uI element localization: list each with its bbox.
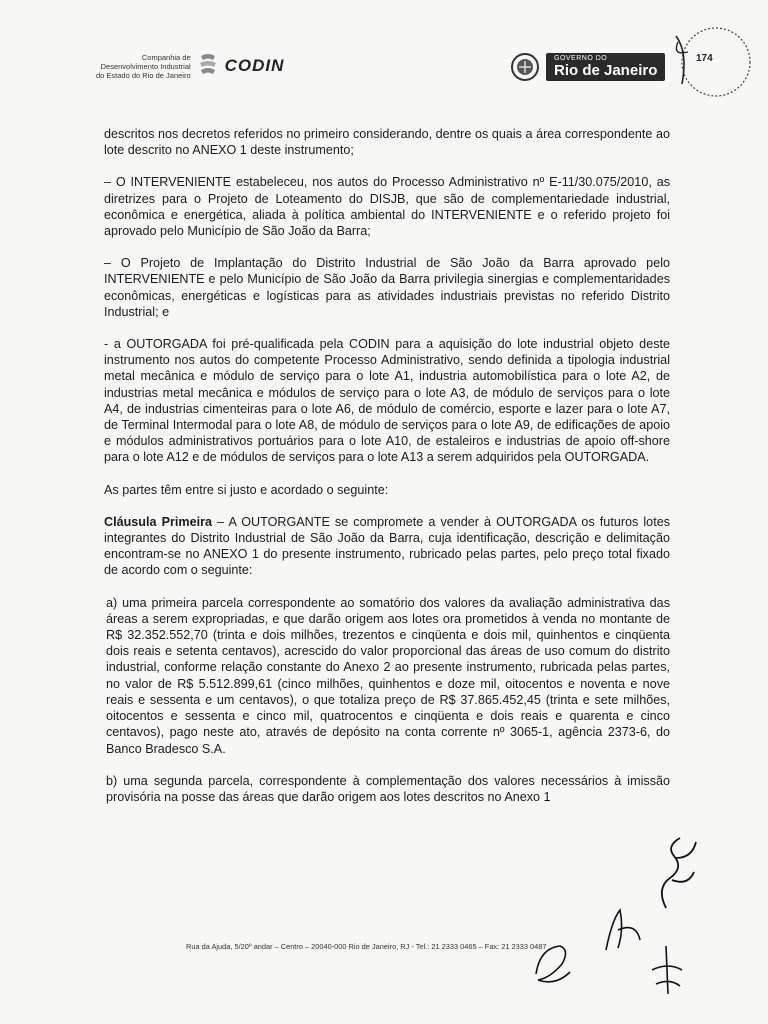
paragraph-item-a: a) uma primeira parcela correspondente ao somatório dos valores da avaliação administrativa das áreas a serem expropriadas, e que darão origem aos lotes ora prometidos à venda no montante de R$ 32.352.552,70 (trinta e dois milhões, trezentos e cinqüenta e dois mil, quinhentos e cinqüenta dois reais e setenta centavos), acrescido do valor proporcional das áreas de uso comum do distrito industrial, conforme relação constante do Anexo 2 ao presente instrumento, rubricada pelas partes, no valor de R$ 5.512.899,61 (cinco milhões, quinhentos e doze mil, oitocentos e noventa e nove reais e sessenta e um centavos), o que totaliza preço de R$ 37.865.452,45 (trinta e sete milhões, oitocentos e sessenta e cinco mil, quatrocentos e cinqüenta e dois reais e quarenta e cinco centavos), pago neste ato, através de depósito na conta corrente nº 3065-1, agência 2373-6, do Banco Bradesco S.A. xyxy=(106,595,670,756)
codin-company-name xyxy=(96,53,191,80)
handwritten-mark-icon xyxy=(642,940,692,1000)
state-seal-icon xyxy=(510,52,540,82)
codin-logo: CODIN xyxy=(224,56,285,75)
government-header xyxy=(510,52,665,82)
handwritten-scribble-icon xyxy=(526,934,576,990)
codin-line-3: do Estado do Rio de Janeiro xyxy=(96,70,191,80)
paragraph-3: – O Projeto de Implantação do Distrito Industrial de São João da Barra aprovado pelo INTERVENIENTE e pelo Município de São João da Barra privilegia sinergias e complementaridades econômicas, energéticas e logísticas para as atividades industriais previstas no referido Distrito Industrial; e xyxy=(104,256,670,319)
paragraph-1: descritos nos decretos referidos no primeiro considerando, dentre os quais a área correspondente ao lote descrito no ANEXO 1 deste instrumento; xyxy=(104,127,670,158)
government-label-big: Rio de Janeiro xyxy=(554,61,658,79)
codin-emblem-icon xyxy=(197,52,219,80)
government-label-small: GOVERNO DO xyxy=(554,54,608,62)
paragraph-5: As partes têm entre si justo e acordado o seguinte: xyxy=(104,482,389,497)
codin-line-2: Desenvolvimento Industrial xyxy=(100,61,191,71)
paragraph-item-b: b) uma segunda parcela, correspondente à complementação dos valores necessários à imissão provisória na posse das áreas que darão origem aos lotes descritos no Anexo 1 xyxy=(106,773,670,804)
clause-first-heading: Cláusula Primeira xyxy=(104,514,212,529)
paragraph-2: – O INTERVENIENTE estabeleceu, nos autos do Processo Administrativo nº E-11/30.075/2010, as diretrizes para o Projeto de Loteamento do DISJB, que são de complementariedade industrial, econômica e energética, aliada à política ambiental do INTERVENIENTE e o referido projeto foi aprovado pelo Município de São João da Barra; xyxy=(104,175,670,239)
codin-header xyxy=(96,52,284,80)
clause-first-text: – A OUTORGANTE se compromete a vender à OUTORGADA os futuros lotes integrantes do Distrito Industrial de São João da Barra, cuja identificação, descrição e delimitação encontram-se no ANEXO 1 do presente instrumento, rubricado pelas partes, pelo preço total fixado de acordo com o seguinte: xyxy=(104,514,670,578)
codin-line-1: Companhia de xyxy=(141,52,191,62)
footer-address: Rua da Ajuda, 5/20º andar – Centro – 20040-000 Rio de Janeiro, RJ - Tel.: 21 2333 0465 – Fax: 21 2333 0487 xyxy=(186,942,547,951)
clause-first xyxy=(104,514,670,579)
page-number: 174 xyxy=(696,53,713,64)
document-body xyxy=(104,126,670,821)
government-badge xyxy=(546,53,665,81)
paragraph-4: - a OUTORGADA foi pré-qualificada pela CODIN para a aquisição do lote industrial objeto deste instrumento nos autos do competente Processo Administrativo, sendo definida a tipologia industrial metal mecânica e módulo de serviço para o lote A1, industria automobilística para o lote A2, de industrias metal mecânica e módulos de serviço para o lote A3, de módulo de serviços para o lote A4, de industrias cimenteiras para o lote A6, de módulo de comércio, esporte e lazer para o lote A7, de Terminal Intermodal para o lote A8, de módulo de serviços para o lote A9, de edificações de apoio e módulos administrativos portuários para o lote A10, de estaleiros e industrias de apoio off-shore para o lote A12 e de módulos de serviços para o lote A13 a serem adquiridos pela OUTORGADA. xyxy=(104,337,670,465)
